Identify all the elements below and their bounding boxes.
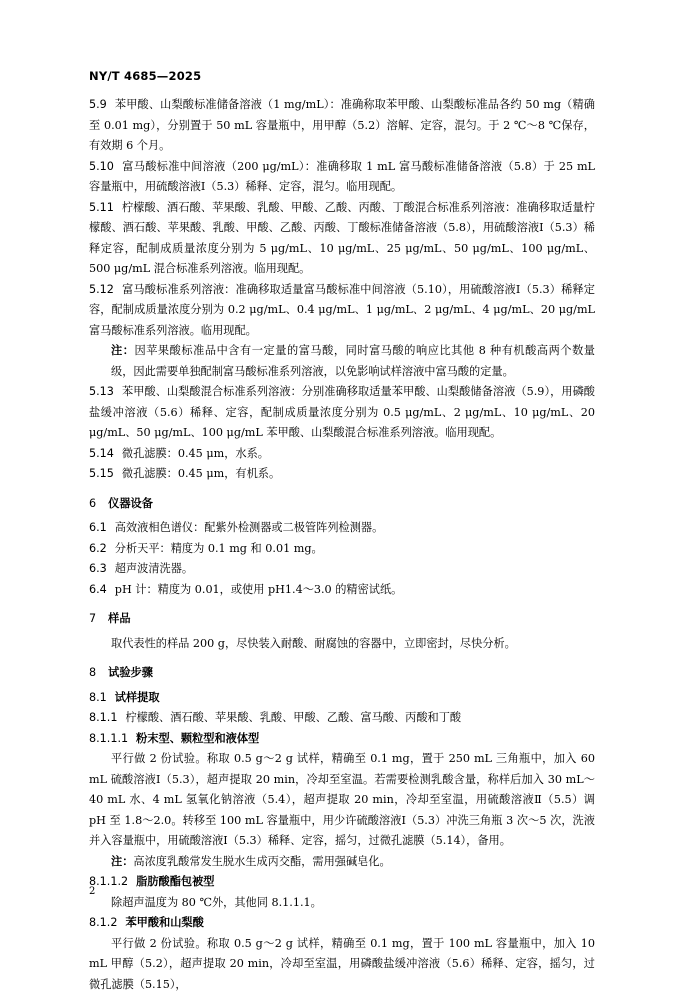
- procedure-paragraph-8-1-1-1: 平行做 2 份试验。称取 0.5 g～2 g 试样，精确至 0.1 mg，置于 250 mL 三角瓶中，加入 60 mL 硫酸溶液Ⅰ（5.3），超声提取 20 min，冷却至室温。若需要检测乳酸含量，称样后加入 30 mL～40 mL 水、4 mL 氢氧化钠溶液（5.4），超声提取 20 min，冷却至室温，用硫酸溶液Ⅱ（5.5）调 pH 至 1.8～2.0。转移至 100 mL 容量瓶中，用少许硫酸溶液Ⅰ（5.3）冲洗三角瓶 3 次～5 次，洗液并入容量瓶中，用硫酸溶液Ⅰ（5.3）稀释、定容，摇匀，过微孔滤膜（5.14），备用。: [89, 749, 595, 852]
- subsection-title: 粉末型、颗粒型和液体型: [136, 732, 259, 745]
- clause-text: 富马酸标准系列溶液：准确移取适量富马酸标准中间溶液（5.10），用硫酸溶液Ⅰ（5.3）稀释定容，配制成质量浓度分别为 0.2 μg/mL、0.4 μg/mL、1 μg/mL、2 μg/mL、4 μg/mL、20 μg/mL 富马酸标准系列溶液。临用现配。: [89, 283, 595, 337]
- procedure-paragraph-8-1-1-2: 除超声温度为 80 ℃外，其他同 8.1.1.1。: [89, 893, 595, 914]
- clause-text: 分析天平：精度为 0.1 mg 和 0.01 mg。: [115, 542, 323, 555]
- subsection-number: 8.1.2: [89, 916, 117, 929]
- subsection-8-1: [89, 688, 595, 709]
- subsection-8-1-1: [89, 708, 595, 729]
- subsection-8-1-2: [89, 913, 595, 934]
- clause-number: 5.12: [89, 283, 114, 296]
- clause-text: 微孔滤膜：0.45 μm，水系。: [122, 447, 269, 460]
- clause-text: 柠檬酸、酒石酸、苹果酸、乳酸、甲酸、乙酸、丙酸、丁酸混合标准系列溶液：准确移取适量柠檬酸、酒石酸、苹果酸、乳酸、甲酸、乙酸、丙酸、丁酸标准储备溶液（5.8），用硫酸溶液Ⅰ（5.3）稀释定容，配制成质量浓度分别为 5 μg/mL、10 μg/mL、25 μg/mL、50 μg/mL、100 μg/mL、500 μg/mL 混合标准系列溶液。临用现配。: [89, 201, 595, 276]
- clause-number: 5.15: [89, 467, 114, 480]
- subsection-title: 试样提取: [115, 691, 160, 704]
- clause-5-9: [89, 95, 595, 157]
- page-body: [89, 95, 595, 995]
- section-number: 8: [89, 666, 96, 679]
- section-8-heading: [89, 663, 595, 684]
- subsection-8-1-1-1: [89, 729, 595, 750]
- clause-6-3: [89, 559, 595, 580]
- section-title: 试验步骤: [108, 666, 153, 679]
- clause-text: 苯甲酸、山梨酸标准储备溶液（1 mg/mL）：准确称取苯甲酸、山梨酸标准品各约 50 mg（精确至 0.01 mg），分别置于 50 mL 容量瓶中，用甲醇（5.2）溶解、定容，混匀。于 2 ℃～8 ℃保存，有效期 6 个月。: [89, 98, 595, 152]
- clause-text: 苯甲酸、山梨酸混合标准系列溶液：分别准确移取适量苯甲酸、山梨酸储备溶液（5.9），用磷酸盐缓冲溶液（5.6）稀释、定容，配制成质量浓度分别为 0.5 μg/mL、2 μg/mL、10 μg/mL、20 μg/mL、50 μg/mL、100 μg/mL 苯甲酸、山梨酸混合标准系列溶液。临用现配。: [89, 385, 595, 439]
- note-text: 高浓度乳酸常发生脱水生成丙交酯，需用强碱皂化。: [133, 855, 390, 868]
- note: [89, 341, 595, 382]
- section-number: 7: [89, 612, 96, 625]
- clause-6-1: [89, 518, 595, 539]
- subsection-title: 柠檬酸、酒石酸、苹果酸、乳酸、甲酸、乙酸、富马酸、丙酸和丁酸: [125, 711, 461, 724]
- note: [89, 852, 595, 873]
- sample-paragraph: 取代表性的样品 200 g，尽快装入耐酸、耐腐蚀的容器中，立即密封，尽快分析。: [89, 634, 595, 655]
- clause-text: 微孔滤膜：0.45 μm，有机系。: [122, 467, 280, 480]
- clause-text: 超声波清洗器。: [115, 562, 193, 575]
- procedure-paragraph-8-1-2: 平行做 2 份试验。称取 0.5 g～2 g 试样，精确至 0.1 mg，置于 100 mL 容量瓶中，加入 10 mL 甲醇（5.2），超声提取 20 min，冷却至室温，用磷酸盐缓冲溶液（5.6）稀释、定容，摇匀，过微孔滤膜（5.15），: [89, 934, 595, 995]
- clause-5-11: [89, 198, 595, 280]
- subsection-number: 8.1.1.1: [89, 732, 128, 745]
- subsection-title: 苯甲酸和山梨酸: [125, 916, 203, 929]
- clause-number: 5.13: [89, 385, 114, 398]
- page-number: 2: [89, 882, 95, 903]
- clause-number: 5.11: [89, 201, 114, 214]
- clause-5-12: [89, 280, 595, 342]
- note-label: 注：: [111, 855, 133, 868]
- note-text: 因苹果酸标准品中含有一定量的富马酸，同时富马酸的响应比其他 8 种有机酸高两个数量级，因此需要单独配制富马酸标准系列溶液，以免影响试样溶液中富马酸的定量。: [111, 344, 595, 378]
- subsection-number: 8.1.1.2: [89, 875, 128, 888]
- note-label: 注：: [111, 344, 134, 357]
- section-7-heading: [89, 609, 595, 630]
- clause-text: 高效液相色谱仪：配紫外检测器或二极管阵列检测器。: [115, 521, 384, 534]
- subsection-number: 8.1.1: [89, 711, 117, 724]
- clause-text: pH 计：精度为 0.01，或使用 pH1.4～3.0 的精密试纸。: [115, 583, 403, 596]
- clause-number: 5.14: [89, 447, 114, 460]
- subsection-title: 脂肪酸酯包被型: [136, 875, 214, 888]
- subsection-number: 8.1: [89, 691, 107, 704]
- clause-number: 5.9: [89, 98, 107, 111]
- clause-text: 富马酸标准中间溶液（200 μg/mL）：准确移取 1 mL 富马酸标准储备溶液（5.8）于 25 mL 容量瓶中，用硫酸溶液Ⅰ（5.3）稀释、定容，混匀。临用现配。: [89, 160, 595, 194]
- clause-6-4: [89, 580, 595, 601]
- section-title: 样品: [108, 612, 130, 625]
- section-title: 仪器设备: [108, 497, 153, 510]
- clause-5-13: [89, 382, 595, 444]
- clause-number: 6.1: [89, 521, 107, 534]
- subsection-8-1-1-2: [89, 872, 595, 893]
- section-6-heading: [89, 494, 595, 515]
- section-number: 6: [89, 497, 96, 510]
- clause-6-2: [89, 539, 595, 560]
- clause-number: 6.2: [89, 542, 107, 555]
- clause-number: 6.4: [89, 583, 107, 596]
- clause-number: 6.3: [89, 562, 107, 575]
- clause-5-10: [89, 157, 595, 198]
- clause-5-14: [89, 444, 595, 465]
- standard-code-header: NY/T 4685—2025: [89, 66, 201, 87]
- clause-number: 5.10: [89, 160, 114, 173]
- clause-5-15: [89, 464, 595, 485]
